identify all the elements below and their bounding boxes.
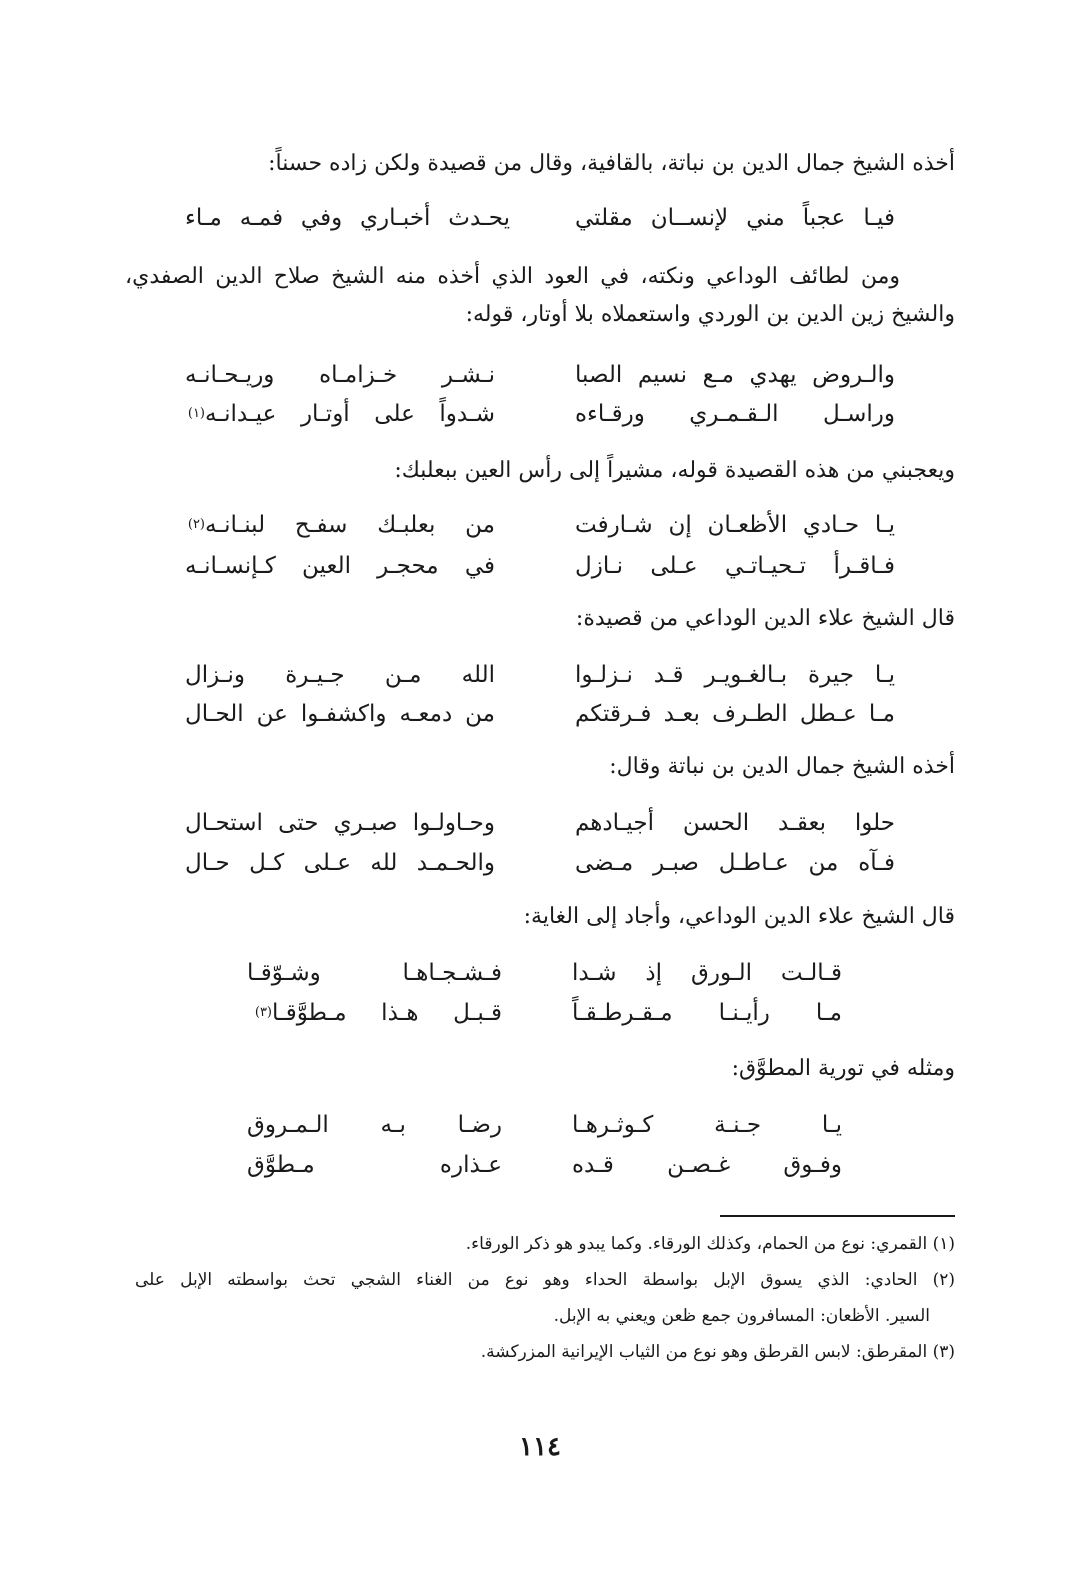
paragraph-intro-3: ويعجبني من هذه القصيدة قوله، مشيراً إلى رأس العين ببعلبك: (394, 458, 955, 483)
paragraph-intro-6: قال الشيخ علاء الدين الوداعي، وأجاد إلى الغاية: (523, 904, 955, 929)
footnote-2-continued: السير. الأظعان: المسافرون جمع ظعن ويعني به الإبل. (553, 1306, 930, 1326)
verse-first-hemistich: فيـا عجباً مني لإنســان مقلتي (575, 205, 895, 231)
verse-first-hemistich: فـآه من عـاطـل صبـر مـضى (575, 850, 895, 876)
verse-second-hemistich: رضـا بـه الـمـروق (247, 1112, 502, 1138)
verse-second-hemistich: عـذاره مـطوَّق (247, 1152, 502, 1178)
verse-second-hemistich: يحـدث أخبـاري وفي فمـه مـاء (185, 205, 510, 231)
footnote-marker: (٢) (187, 517, 205, 532)
verse-line-8 (185, 803, 895, 843)
verse-line-10 (247, 953, 842, 993)
verse-first-hemistich: يـا حـادي الأظعـان إن شـارفت (575, 512, 895, 538)
verse-line-7 (185, 694, 895, 734)
verse-second-hemistich: وحـاولـوا صبـري حتى استحـال (185, 810, 495, 836)
verse-first-hemistich: يـا جيرة بـالغـويـر قـد نـزلـوا (575, 662, 895, 688)
verse-line-3 (188, 394, 895, 434)
verse-line-4 (188, 505, 895, 545)
verse-second-hemistich: من دمعـه واكشفـوا عن الحـال (185, 701, 495, 727)
verse-second-hemistich: نـشـر خـزامـاه وريـحـانـه (185, 362, 495, 388)
verse-second-hemistich: فـشـجـاهـا وشـوّقـا (247, 960, 502, 986)
verse-first-hemistich: فـاقـرأ تـحيـاتـي عـلى نـازل (575, 553, 895, 579)
verse-first-hemistich: قـالـت الـورق إذ شـدا (572, 960, 842, 986)
verse-line-1 (185, 198, 895, 238)
page-number: ١١٤ (519, 1432, 561, 1462)
verse-first-hemistich: والـروض يهدي مـع نسيم الصبا (575, 362, 895, 388)
verse-line-13 (247, 1145, 842, 1185)
verse-second-hemistich: من بعلبـك سفـح لبنـانـه (205, 512, 495, 538)
footnote-marker: (١) (187, 406, 205, 421)
paragraph-intro-4: قال الشيخ علاء الدين الوداعي من قصيدة: (575, 606, 955, 631)
verse-line-5 (185, 546, 895, 586)
verse-second-hemistich: الله مـن جـيـرة ونـزال (185, 662, 495, 688)
verse-first-hemistich: حلوا بعقـد الحسن أجيـادهم (575, 810, 895, 836)
paragraph-intro-2: ومن لطائف الوداعي ونكته، في العود الذي أخذه منه الشيخ صلاح الدين الصفدي، والشيخ زين الدين بن الوردي واستعملاه بلا أوتار، قوله: (125, 264, 955, 327)
verse-line-11 (255, 993, 842, 1033)
verse-first-hemistich: مـا رأيـنـا مـقـرطـقـاً (572, 1000, 842, 1026)
verse-first-hemistich: يـا جـنـة كـوثـرهـا (572, 1112, 842, 1138)
verse-line-2 (185, 355, 895, 395)
verse-second-hemistich: قـبـل هـذا مـطوَّقـا (272, 1000, 502, 1026)
verse-first-hemistich: مـا عـطل الطـرف بعـد فـرقتكم (575, 701, 895, 727)
verse-second-hemistich: في محجـر العين كـإنسـانـه (185, 553, 495, 579)
footnote-2: (٢) الحادي: الذي يسوق الإبل بواسطة الحداء وهو نوع من الغناء الشجي تحث بواسطته الإبل على (135, 1270, 955, 1290)
verse-second-hemistich: شـدواً على أوتـار عيـدانـه (205, 401, 495, 427)
verse-first-hemistich: وفـوق غـصـن قـده (572, 1152, 842, 1178)
verse-second-hemistich: والحـمـد لله عـلى كـل حـال (185, 850, 495, 876)
paragraph-intro-7: ومثله في تورية المطوَّق: (731, 1056, 955, 1081)
verse-first-hemistich: وراسـل الـقـمـري ورقـاءه (575, 401, 895, 427)
footnote-separator (720, 1215, 955, 1217)
footnote-3: (٣) المقرطق: لابس القرطق وهو نوع من الثياب الإيرانية المزركشة. (480, 1342, 955, 1362)
footnote-marker: (٣) (254, 1005, 272, 1020)
paragraph-intro-1: أخذه الشيخ جمال الدين بن نباتة، بالقافية، وقال من قصيدة ولكن زاده حسناً: (268, 151, 955, 176)
verse-line-6 (185, 655, 895, 695)
verse-line-12 (247, 1105, 842, 1145)
footnote-1: (١) القمري: نوع من الحمام، وكذلك الورقاء. وكما يبدو هو ذكر الورقاء. (465, 1234, 955, 1254)
verse-line-9 (185, 843, 895, 883)
paragraph-intro-5: أخذه الشيخ جمال الدين بن نباتة وقال: (609, 754, 955, 779)
